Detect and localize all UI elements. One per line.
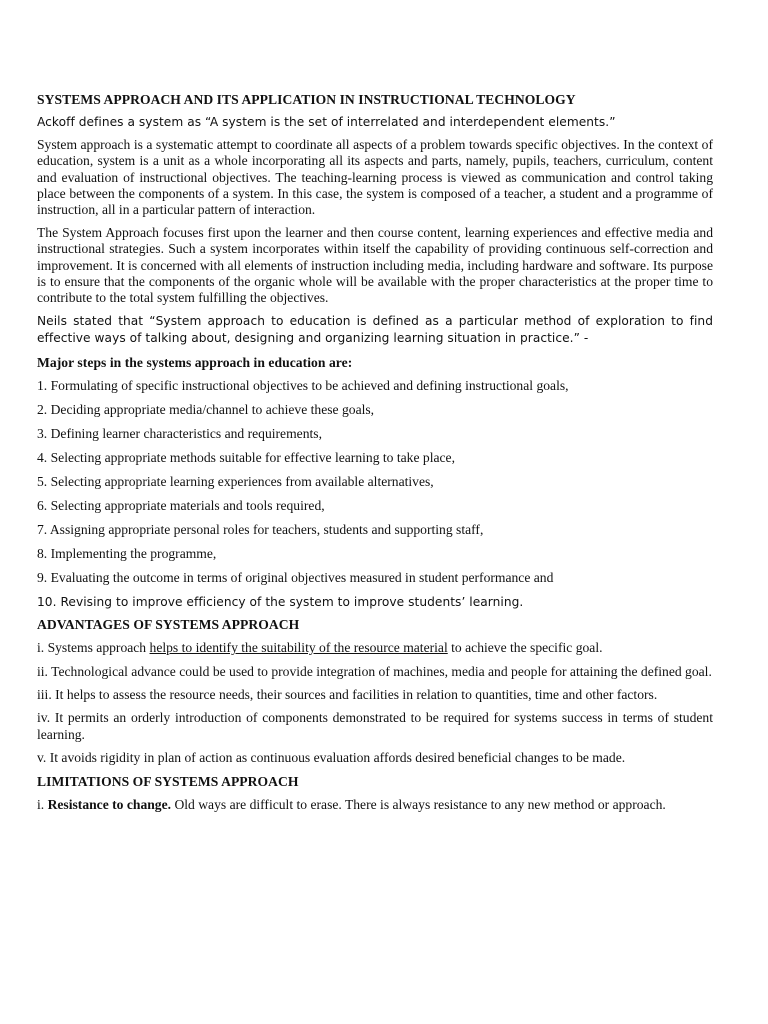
list-item: 6. Selecting appropriate materials and tools required, bbox=[37, 498, 325, 514]
limitation-item bbox=[37, 797, 713, 813]
list-item: 3. Defining learner characteristics and requirements, bbox=[37, 426, 322, 442]
advantage-item bbox=[37, 640, 713, 656]
limitation-number: i. bbox=[37, 796, 48, 812]
advantage-text: to achieve the specific goal. bbox=[447, 640, 603, 656]
document-page bbox=[37, 92, 713, 819]
document-title: SYSTEMS APPROACH AND ITS APPLICATION IN INSTRUCTIONAL TECHNOLOGY bbox=[37, 92, 576, 107]
advantages-heading: ADVANTAGES OF SYSTEMS APPROACH bbox=[37, 616, 300, 632]
list-item: 1. Formulating of specific instructional objectives to be achieved and defining instructional goals, bbox=[37, 378, 569, 394]
limitation-title: Resistance to change. bbox=[47, 796, 172, 812]
advantage-item: v. It avoids rigidity in plan of action as continuous evaluation affords desired beneficial changes to be made. bbox=[37, 750, 626, 766]
steps-heading: Major steps in the systems approach in education are: bbox=[37, 354, 353, 370]
ackoff-definition: Ackoff defines a system as “A system is the set of interrelated and interdependent elements.” bbox=[37, 115, 616, 130]
advantage-text: i. Systems approach bbox=[37, 640, 150, 656]
intro-paragraph: System approach is a systematic attempt to coordinate all aspects of a problem towards specific objectives. In the context of education, system is a unit as a whole incorporating all its aspects and parts, namely, pupils, teachers, curriculum, content and evaluation of instructional objectives. The teaching-learning process is viewed as communication and control taking place between the components of a system. In this case, the system is composed of a teacher, a student and a programme of instruction, all in a particular pattern of interaction. bbox=[37, 136, 713, 218]
list-item: 5. Selecting appropriate learning experiences from available alternatives, bbox=[37, 474, 434, 490]
list-item: 4. Selecting appropriate methods suitable for effective learning to take place, bbox=[37, 450, 455, 466]
neils-definition: Neils stated that “System approach to education is defined as a particular method of exploration to find effective ways of talking about, designing and organizing learning situation in practice.” - bbox=[37, 313, 713, 345]
advantage-item: iv. It permits an orderly introduction of components demonstrated to be required for systems success in terms of student learning. bbox=[37, 710, 713, 742]
advantage-item: iii. It helps to assess the resource needs, their sources and facilities in relation to quantities, time and other factors. bbox=[37, 686, 658, 702]
list-item: 9. Evaluating the outcome in terms of original objectives measured in student performance and bbox=[37, 570, 554, 586]
advantage-item: ii. Technological advance could be used to provide integration of machines, media and people for attaining the defined goal. bbox=[37, 663, 712, 679]
list-item: 7. Assigning appropriate personal roles for teachers, students and supporting staff, bbox=[37, 522, 484, 538]
underlined-phrase: helps to identify the suitability of the resource material bbox=[149, 640, 448, 656]
steps-list bbox=[37, 378, 713, 610]
list-item: 2. Deciding appropriate media/channel to achieve these goals, bbox=[37, 402, 375, 418]
list-item: 10. Revising to improve efficiency of the system to improve students’ learning. bbox=[37, 595, 524, 610]
limitation-text: Old ways are difficult to erase. There is always resistance to any new method or approach. bbox=[171, 796, 666, 812]
limitations-heading: LIMITATIONS OF SYSTEMS APPROACH bbox=[37, 773, 299, 789]
system-approach-paragraph: The System Approach focuses first upon the learner and then course content, learning experiences and effective media and instructional strategies. Such a system incorporates within itself the capability of providing continuous self-correction and improvement. It is concerned with all elements of instruction including media, including hardware and software. Its purpose is to ensure that the components of the organic whole will be available with the proper characteristics at the proper time to contribute to the total system fulfilling the objectives. bbox=[37, 224, 713, 306]
list-item: 8. Implementing the programme, bbox=[37, 546, 217, 562]
